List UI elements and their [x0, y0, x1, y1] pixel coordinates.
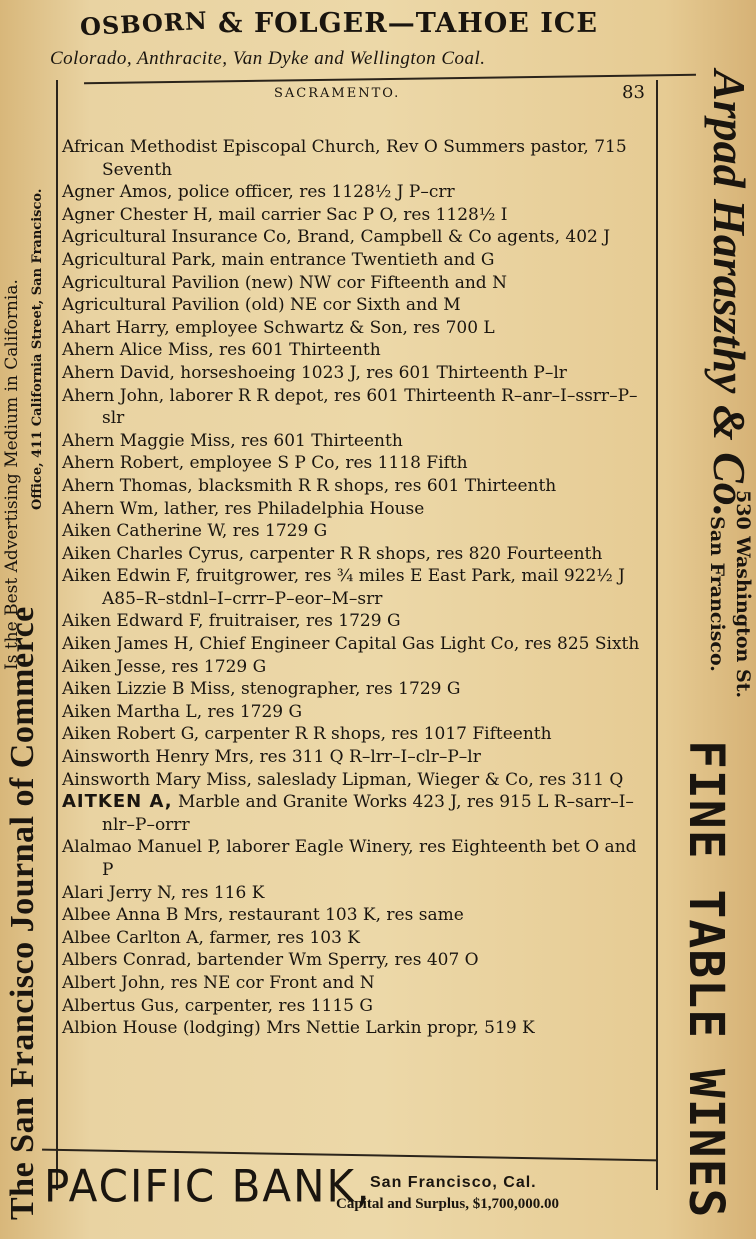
top-ad-coal-line: Colorado, Anthracite, Van Dyke and Wellington Coal.: [50, 48, 486, 69]
entry-text: Aiken Catherine W, res 1729 G: [62, 521, 328, 542]
entry-text: Agricultural Insurance Co, Brand, Campbell & Co agents, 402 J: [62, 227, 611, 248]
directory-entry: [62, 362, 652, 385]
entry-text: Albert John, res NE cor Front and N: [62, 972, 375, 993]
bottom-advertisement: [40, 1150, 660, 1230]
entry-text: Alari Jerry N, res 116 K: [62, 882, 265, 903]
entry-text: Ainsworth Henry Mrs, res 311 Q R–lrr–I–clr–P–lr: [62, 747, 481, 768]
entry-text: Albers Conrad, bartender Wm Sperry, res 407 O: [62, 950, 479, 971]
running-head-city: SACRAMENTO.: [274, 86, 401, 101]
entry-bold-name: AITKEN A,: [62, 791, 173, 813]
directory-entry: [62, 475, 652, 498]
directory-entry: [62, 498, 652, 521]
directory-entry: [62, 339, 652, 362]
entry-text: Aiken Edward F, fruitraiser, res 1729 G: [62, 611, 401, 632]
bank-city: San Francisco, Cal.: [370, 1174, 537, 1191]
directory-entry: [62, 791, 652, 836]
directory-entry: [62, 949, 652, 972]
entry-text: Ahern Robert, employee S P Co, res 1118 Fifth: [62, 453, 468, 474]
entry-text: Ainsworth Mary Miss, saleslady Lipman, Wieger & Co, res 311 Q: [62, 769, 624, 790]
entry-text: Albertus Gus, carpenter, res 1115 G: [62, 995, 373, 1016]
directory-entry: [62, 385, 652, 430]
directory-entry: [62, 995, 652, 1018]
entry-text: Agricultural Pavilion (new) NW cor Fifteenth and N: [62, 272, 507, 293]
entry-text: Aiken Edwin F, fruitgrower, res ¾ miles E East Park, mail 922½ J A85–R–stdnl–I–crrr–P–eor–M–srr: [62, 566, 625, 609]
bank-capital: Capital and Surplus, $1,700,000.00: [336, 1196, 559, 1212]
right-ad-street: 530 Washington St.: [732, 490, 754, 699]
entry-text: Aiken James H, Chief Engineer Capital Gas Light Co, res 825 Sixth: [62, 634, 640, 655]
directory-column: [56, 80, 658, 1190]
directory-entry: [62, 520, 652, 543]
directory-entry: [62, 226, 652, 249]
entry-text: Aiken Charles Cyrus, carpenter R R shops, res 820 Fourteenth: [62, 543, 603, 564]
entry-text: Ahern Maggie Miss, res 601 Thirteenth: [62, 430, 403, 451]
entry-text: Aiken Jesse, res 1729 G: [62, 656, 267, 677]
right-ad-city: San Francisco.: [706, 516, 728, 672]
directory-entry: [62, 565, 652, 610]
directory-entry: [62, 136, 652, 181]
right-ad-company-name: Arpad Haraszthy & Co.: [704, 70, 755, 518]
top-ad-osborn: OSBORN: [79, 5, 209, 42]
left-ad-journal-name: The San Francisco Journal of Commerce: [4, 606, 41, 1220]
entry-text: Agricultural Park, main entrance Twentieth and G: [62, 249, 495, 270]
directory-entry: [62, 656, 652, 679]
entry-text: Albee Carlton A, farmer, res 103 K: [62, 927, 360, 948]
directory-entry: [62, 543, 652, 566]
entry-text: Ahern David, horseshoeing 1023 J, res 601 Thirteenth P–lr: [62, 362, 567, 383]
entry-text: Aiken Martha L, res 1729 G: [62, 701, 303, 722]
left-ad-slogan: Is the Best Advertising Medium in California.: [2, 279, 22, 670]
bottom-rule: [42, 1149, 658, 1162]
directory-entry: [62, 678, 652, 701]
directory-entry: [62, 610, 652, 633]
directory-entry: [62, 181, 652, 204]
right-advertisement: [656, 60, 756, 1219]
entry-text: Alalmao Manuel P, laborer Eagle Winery, res Eighteenth bet O and P: [62, 837, 637, 880]
directory-entry: [62, 430, 652, 453]
left-advertisement: [0, 80, 58, 1230]
directory-entry: [62, 452, 652, 475]
entry-text: Agricultural Pavilion (old) NE cor Sixth and M: [62, 295, 461, 316]
bank-name: PACIFIC BANK,: [44, 1160, 372, 1213]
directory-entry: [62, 927, 652, 950]
entry-text: Ahart Harry, employee Schwartz & Son, res 700 L: [62, 317, 495, 338]
entry-text: Ahern John, laborer R R depot, res 601 Thirteenth R–anr–I–ssrr–P–slr: [62, 385, 638, 429]
entry-text: Marble and Granite Works 423 J, res 915 L R–sarr–I–nlr–P–orrr: [102, 792, 634, 835]
top-ad-headline: [79, 5, 598, 42]
entry-text: Albion House (lodging) Mrs Nettie Larkin propr, 519 K: [62, 1018, 535, 1039]
right-ad-address: [704, 490, 756, 698]
top-ad-headline-rest: & FOLGER—TAHOE ICE: [207, 8, 598, 39]
directory-entry: [62, 769, 652, 792]
directory-entry: [62, 1017, 652, 1040]
directory-entry: [62, 249, 652, 272]
entry-text: Agner Amos, police officer, res 1128½ J P–crr: [62, 182, 455, 203]
directory-entry: [62, 272, 652, 295]
entry-text: Ahern Thomas, blacksmith R R shops, res 601 Thirteenth: [62, 475, 557, 496]
directory-entry: [62, 204, 652, 227]
entry-text: Ahern Alice Miss, res 601 Thirteenth: [62, 340, 381, 361]
page-header: [58, 80, 656, 110]
page-number: 83: [622, 82, 645, 103]
directory-entry: [62, 701, 652, 724]
directory-entry: [62, 294, 652, 317]
directory-entry: [62, 723, 652, 746]
directory-entry: [62, 746, 652, 769]
right-ad-wines: FINE TABLE WINES: [678, 740, 734, 1219]
directory-entry: [62, 972, 652, 995]
left-ad-office: Office, 411 California Street, San Francisco.: [30, 188, 45, 510]
directory-entry: [62, 633, 652, 656]
directory-entry: [62, 904, 652, 927]
entry-text: Aiken Lizzie B Miss, stenographer, res 1729 G: [62, 679, 461, 700]
directory-entries: [62, 136, 652, 1040]
entry-text: African Methodist Episcopal Church, Rev O Summers pastor, 715 Seventh: [62, 137, 627, 180]
entry-text: Ahern Wm, lather, res Philadelphia House: [62, 498, 425, 519]
entry-text: Agner Chester H, mail carrier Sac P O, res 1128½ I: [62, 204, 508, 225]
directory-entry: [62, 317, 652, 340]
entry-text: Aiken Robert G, carpenter R R shops, res 1017 Fifteenth: [62, 724, 552, 745]
entry-text: Albee Anna B Mrs, restaurant 103 K, res same: [62, 905, 464, 926]
directory-entry: [62, 882, 652, 905]
directory-entry: [62, 836, 652, 881]
